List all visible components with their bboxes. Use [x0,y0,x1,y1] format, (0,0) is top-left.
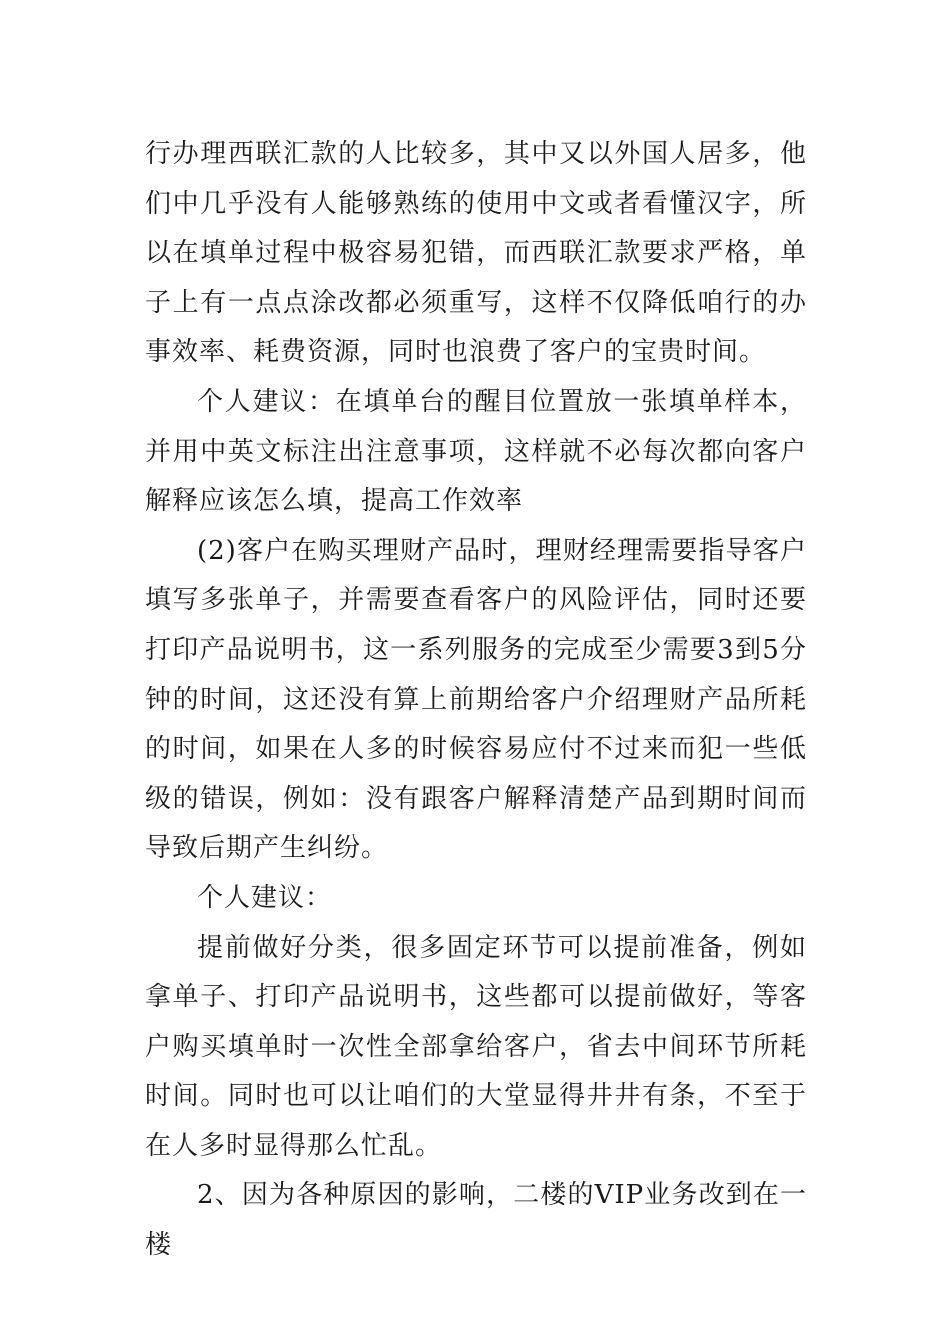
paragraph-wealth-product-issue: (2)客户在购买理财产品时，理财经理需要指导客户填写多张单子，并需要查看客户的风险评估，同时还要打印产品说明书，这一系列服务的完成至少需要3到5分钟的时间，这还没有算上前期给客户介绍理财产品所耗的时间，如果在人多的时候容易应付不过来而犯一些低级的错误，例如：没有跟客户解释清楚产品到期时间而导致后期产生纠纷。 [145,535,807,864]
paragraph-suggestion-prepare: 提前做好分类，很多固定环节可以提前准备，例如拿单子、打印产品说明书，这些都可以提前做好，等客户购买填单时一次性全部拿给客户，省去中间环节所耗时间。同时也可以让咱们的大堂显得井井有条，不至于在人多时显得那么忙乱。 [145,932,807,1161]
paragraph-western-union-issue: 行办理西联汇款的人比较多，其中又以外国人居多，他们中几乎没有人能够熟练的使用中文或者看懂汉字，所以在填单过程中极容易犯错，而西联汇款要求严格，单子上有一点点涂改都必须重写，这样不仅降低咱行的办事效率、耗费资源，同时也浪费了客户的宝贵时间。 [145,139,807,368]
paragraph-suggestion-sample-form: 个人建议：在填单台的醒目位置放一张填单样本，并用中英文标注出注意事项，这样就不必每次都向客户解释应该怎么填，提高工作效率 [145,386,807,517]
paragraph-suggestion-heading: 个人建议： [197,882,333,913]
document-body [145,130,807,1271]
paragraph-vip-business: 2、因为各种原因的影响，二楼的VIP业务改到在一楼 [145,1180,807,1261]
